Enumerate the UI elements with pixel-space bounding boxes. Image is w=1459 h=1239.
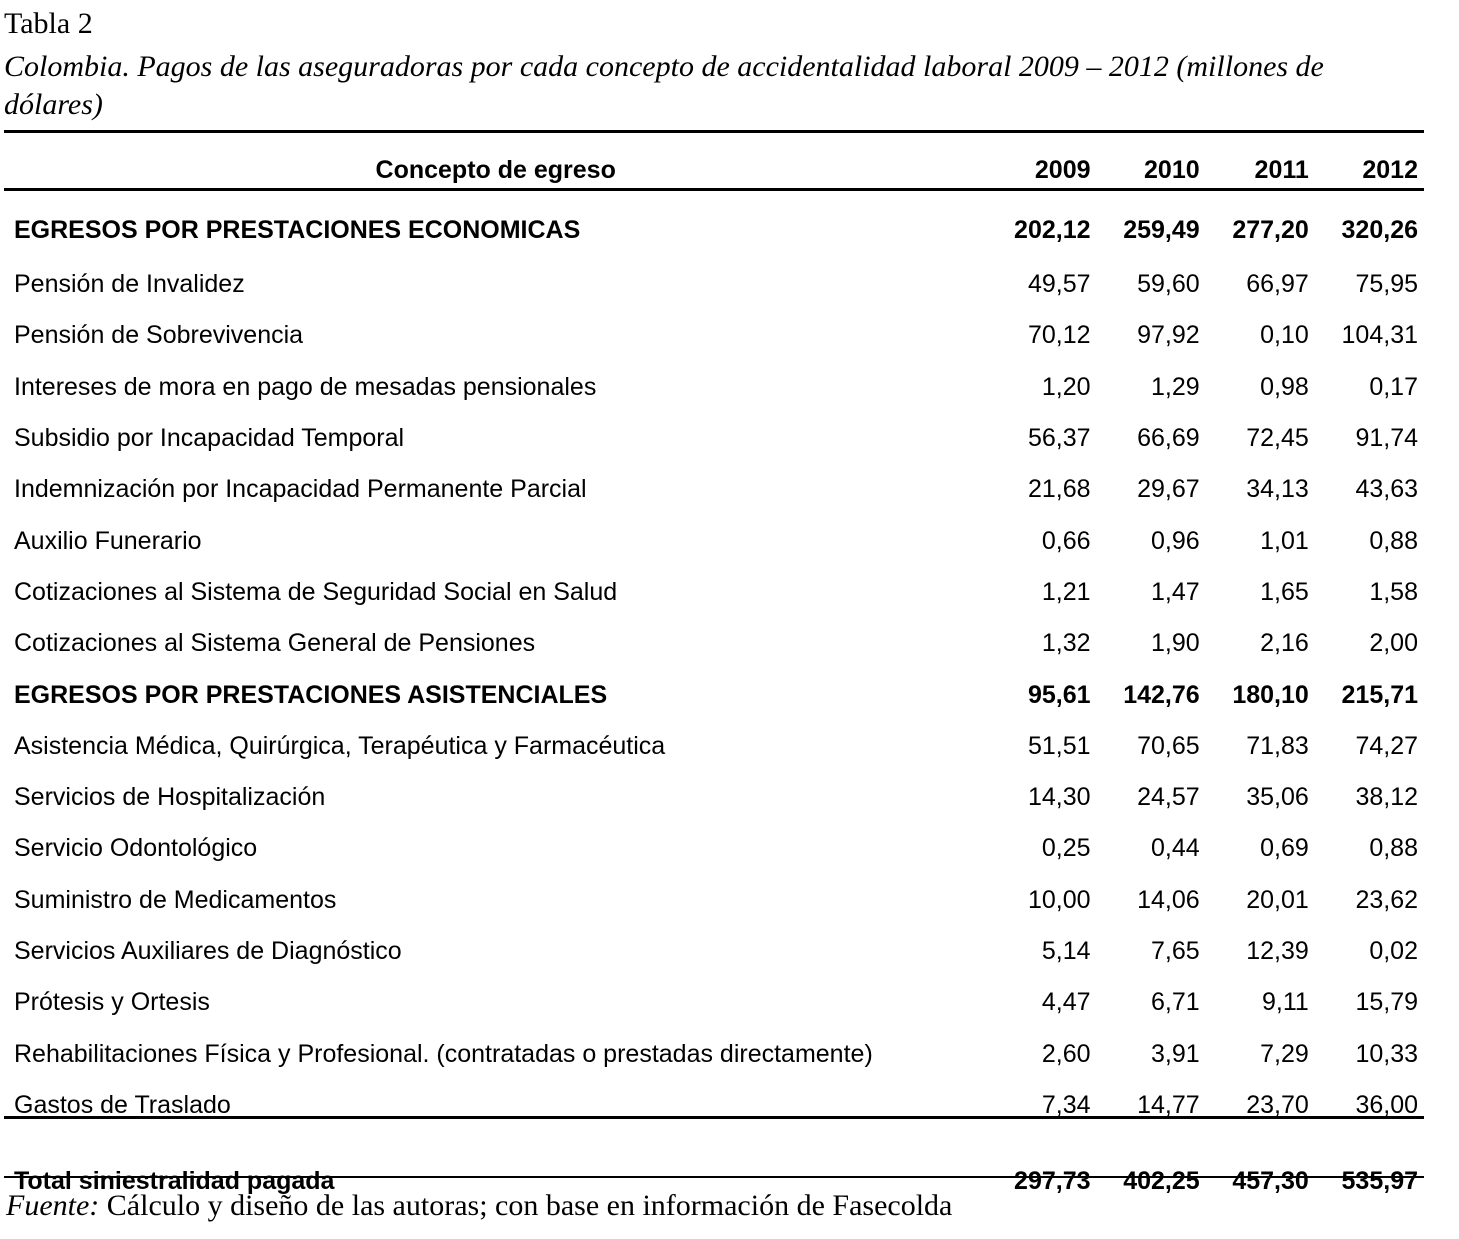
row-value: 3,91	[1150, 1039, 1200, 1068]
table-caption-title: Colombia. Pagos de las aseguradoras por cada concepto de accidentalidad laboral 2009 – 2012 (millones de dólares)	[4, 50, 1324, 121]
header-year: 2012	[1362, 155, 1418, 184]
row-value: 95,61	[1027, 680, 1091, 709]
table-row	[4, 1028, 1424, 1079]
row-value: 202,12	[1014, 215, 1091, 244]
row-value: 51,51	[1027, 731, 1091, 760]
row-value: 29,67	[1137, 475, 1200, 504]
row-value: 14,06	[1137, 885, 1200, 914]
row-value: 34,13	[1246, 475, 1309, 504]
row-value: 277,20	[1232, 215, 1309, 244]
row-concept: Cotizaciones al Sistema General de Pensiones	[14, 629, 536, 658]
row-value: 0,88	[1369, 526, 1418, 555]
total-value: 535,97	[1341, 1166, 1418, 1195]
row-value: 0,96	[1150, 526, 1200, 555]
row-value: 20,01	[1246, 885, 1309, 914]
row-concept: Suministro de Medicamentos	[14, 885, 337, 914]
row-value: 70,12	[1027, 321, 1091, 350]
row-concept: Auxilio Funerario	[14, 526, 202, 555]
table-row	[4, 310, 1424, 361]
table-row	[4, 567, 1424, 618]
row-value: 2,16	[1260, 629, 1309, 658]
row-value: 6,71	[1150, 988, 1200, 1017]
table-row	[4, 772, 1424, 823]
row-value: 12,39	[1246, 937, 1309, 965]
row-value: 1,32	[1041, 629, 1091, 658]
row-value: 70,65	[1137, 731, 1200, 760]
table-row	[4, 464, 1424, 515]
row-value: 21,68	[1027, 475, 1091, 504]
table-row	[4, 362, 1424, 413]
row-value: 15,79	[1355, 988, 1418, 1017]
source-label: Fuente:	[6, 1189, 100, 1222]
row-concept: Prótesis y Ortesis	[14, 988, 210, 1017]
row-value: 0,66	[1041, 526, 1091, 555]
table-body	[4, 195, 1424, 1209]
header-year: 2011	[1254, 155, 1309, 184]
row-value: 0,10	[1260, 321, 1309, 350]
row-value: 0,02	[1369, 937, 1418, 965]
row-concept: Subsidio por Incapacidad Temporal	[14, 424, 405, 453]
row-value: 49,57	[1027, 270, 1091, 299]
total-value: 402,25	[1123, 1166, 1200, 1195]
row-value: 91,74	[1355, 424, 1418, 453]
top-rule	[4, 130, 1424, 133]
row-value: 0,98	[1260, 372, 1309, 401]
row-concept: Indemnización por Incapacidad Permanente Parcial	[14, 475, 587, 504]
row-value: 1,29	[1150, 372, 1200, 401]
row-value: 9,11	[1261, 988, 1309, 1017]
row-value: 1,21	[1041, 577, 1091, 606]
section-row	[4, 195, 1424, 259]
data-table	[4, 145, 1424, 1209]
row-concept: Gastos de Traslado	[14, 1090, 231, 1119]
row-concept: Intereses de mora en pago de mesadas pensionales	[14, 372, 597, 401]
row-value: 180,10	[1232, 680, 1309, 709]
row-value: 142,76	[1123, 680, 1200, 709]
row-value: 5,14	[1041, 937, 1091, 965]
table-row	[4, 259, 1424, 310]
row-value: 10,00	[1027, 885, 1091, 914]
header-row	[4, 145, 1424, 195]
row-value: 259,49	[1123, 215, 1200, 244]
row-value: 14,30	[1027, 783, 1091, 812]
table-caption-label: Tabla 2	[4, 7, 93, 40]
row-value: 35,06	[1246, 783, 1309, 812]
row-concept: Pensión de Invalidez	[14, 270, 245, 299]
row-concept: Servicios Auxiliares de Diagnóstico	[14, 937, 402, 965]
row-value: 75,95	[1355, 270, 1418, 299]
row-concept: Rehabilitaciones Física y Profesional. (contratadas o prestadas directamente)	[14, 1039, 873, 1068]
row-value: 1,65	[1260, 577, 1309, 606]
table-row	[4, 977, 1424, 1028]
header-year: 2010	[1144, 155, 1200, 184]
header-concept: Concepto de egreso	[375, 155, 616, 184]
table-row	[4, 515, 1424, 566]
table-row	[4, 926, 1424, 977]
row-value: 215,71	[1341, 680, 1418, 709]
row-value: 320,26	[1341, 215, 1418, 244]
row-value: 4,47	[1041, 988, 1091, 1017]
row-value: 72,45	[1246, 424, 1309, 453]
row-concept: Servicio Odontológico	[14, 834, 258, 863]
table-row	[4, 618, 1424, 669]
row-value: 74,27	[1355, 731, 1418, 760]
row-value: 1,20	[1041, 372, 1091, 401]
header-year: 2009	[1034, 155, 1091, 184]
row-value: 0,17	[1369, 372, 1418, 401]
source-note	[6, 1186, 952, 1226]
row-value: 7,65	[1150, 937, 1200, 965]
row-concept: EGRESOS POR PRESTACIONES ECONOMICAS	[14, 215, 581, 244]
row-value: 56,37	[1027, 424, 1091, 453]
row-value: 24,57	[1137, 783, 1200, 812]
table-row	[4, 413, 1424, 464]
row-value: 1,90	[1150, 629, 1200, 658]
row-value: 1,58	[1369, 577, 1418, 606]
row-value: 71,83	[1246, 731, 1309, 760]
row-value: 66,69	[1137, 424, 1200, 453]
row-value: 1,47	[1150, 577, 1200, 606]
row-value: 0,44	[1150, 834, 1200, 863]
total-value: 457,30	[1232, 1166, 1309, 1195]
row-value: 0,88	[1369, 834, 1418, 863]
table-row	[4, 875, 1424, 926]
row-value: 59,60	[1137, 270, 1200, 299]
row-value: 43,63	[1355, 475, 1418, 504]
row-value: 7,34	[1041, 1090, 1091, 1119]
row-value: 10,33	[1355, 1039, 1418, 1068]
row-value: 23,70	[1246, 1090, 1309, 1119]
row-value: 38,12	[1355, 783, 1418, 812]
row-value: 2,00	[1369, 629, 1418, 658]
total-value: 297,73	[1014, 1166, 1091, 1195]
table-row	[4, 823, 1424, 874]
table-row	[4, 1080, 1424, 1131]
row-value: 104,31	[1341, 321, 1418, 350]
row-value: 66,97	[1246, 270, 1309, 299]
row-value: 23,62	[1355, 885, 1418, 914]
row-value: 7,29	[1260, 1039, 1309, 1068]
row-value: 36,00	[1355, 1090, 1418, 1119]
row-value: 2,60	[1041, 1039, 1091, 1068]
section-row	[4, 669, 1424, 720]
row-value: 1,01	[1260, 526, 1309, 555]
row-value: 14,77	[1137, 1090, 1200, 1119]
row-concept: Servicios de Hospitalización	[14, 783, 326, 812]
row-concept: Asistencia Médica, Quirúrgica, Terapéutica y Farmacéutica	[14, 731, 666, 760]
total-concept: Total siniestralidad pagada	[14, 1166, 335, 1195]
row-concept: Cotizaciones al Sistema de Seguridad Social en Salud	[14, 577, 618, 606]
row-concept: EGRESOS POR PRESTACIONES ASISTENCIALES	[14, 680, 608, 709]
row-value: 0,69	[1260, 834, 1309, 863]
table-row	[4, 721, 1424, 772]
row-concept: Pensión de Sobrevivencia	[14, 321, 304, 350]
row-value: 97,92	[1137, 321, 1200, 350]
source-text: Cálculo y diseño de las autoras; con base en información de Fasecolda	[99, 1189, 953, 1222]
row-value: 0,25	[1041, 834, 1091, 863]
